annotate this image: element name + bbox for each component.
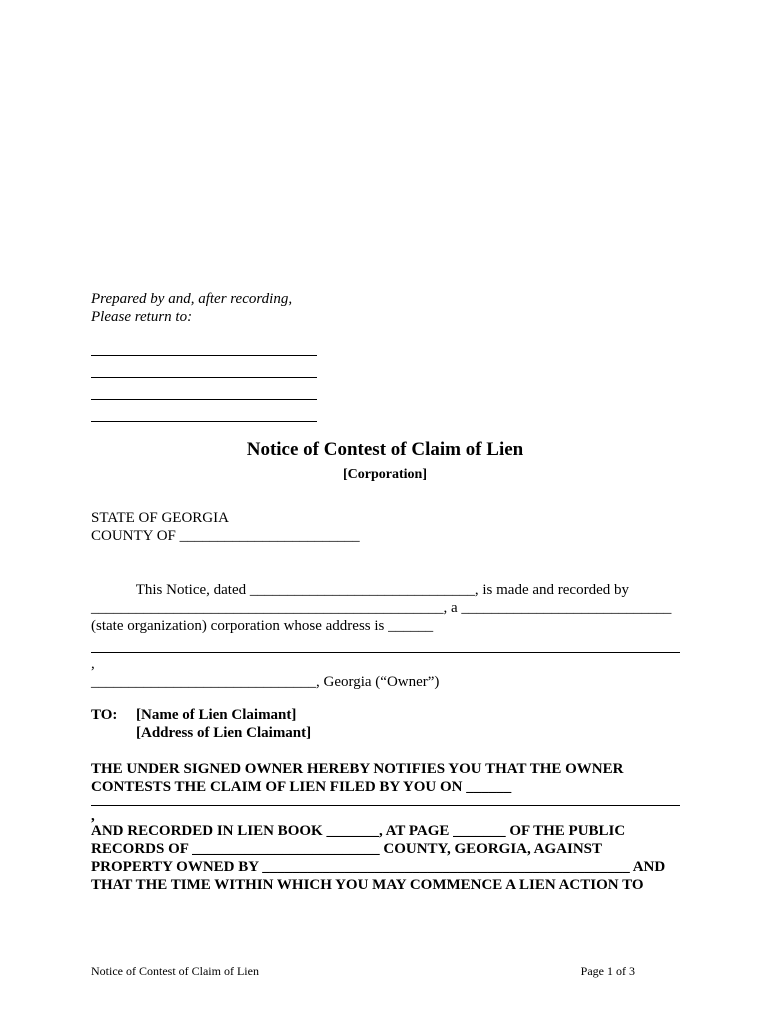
document-title: Notice of Contest of Claim of Lien (246, 439, 524, 460)
address-rule (91, 635, 680, 653)
document-subtitle: [Corporation] (343, 467, 427, 482)
to-label: TO: (91, 707, 118, 723)
caps-line-1: THE UNDER SIGNED OWNER HEREBY NOTIFIES YOU THAT THE OWNER (91, 761, 624, 777)
page-number: Page 1 of 3 (580, 964, 635, 978)
date-rule (91, 796, 680, 806)
return-address-line-2 (91, 356, 317, 378)
to-row-1 (91, 706, 681, 724)
to-block (91, 706, 681, 742)
caps-line-5: RECORDS OF _________________________ COUNTY, GEORGIA, AGAINST (91, 841, 603, 857)
return-address-lines (91, 334, 681, 422)
caps-line-3: , (91, 808, 95, 824)
caps-line-7: THAT THE TIME WITHIN WHICH YOU MAY COMMENCE A LIEN ACTION TO (91, 877, 644, 893)
notice-line-3: (state organization) corporation whose address is ______ (91, 618, 434, 634)
venue-block (91, 509, 681, 545)
notice-line-2: _______________________________________________, a ____________________________ (91, 600, 672, 616)
lien-claimant-address: [Address of Lien Claimant] (136, 725, 312, 741)
county-line: COUNTY OF ________________________ (91, 528, 360, 544)
notice-paragraph (91, 581, 681, 691)
caps-line-4: AND RECORDED IN LIEN BOOK _______, AT PAGE _______ OF THE PUBLIC (91, 823, 626, 839)
caps-line-6: PROPERTY OWNED BY _________________________________________________ AND (91, 859, 666, 875)
notice-line-4: , (91, 656, 95, 672)
to-row-2 (91, 724, 681, 742)
prepared-line-2: Please return to: (91, 309, 193, 325)
notice-line-5: ______________________________, Georgia (“Owner”) (91, 674, 440, 690)
return-address-line-3 (91, 378, 317, 400)
notice-body-caps (91, 760, 681, 894)
return-address-line-4 (91, 400, 317, 422)
prepared-by-block (91, 290, 681, 326)
prepared-line-1: Prepared by and, after recording, (91, 291, 293, 307)
caps-line-2: CONTESTS THE CLAIM OF LIEN FILED BY YOU ON ______ (91, 779, 512, 795)
lien-claimant-name: [Name of Lien Claimant] (136, 707, 297, 723)
notice-line-1: This Notice, dated ______________________________, is made and recorded by (91, 582, 629, 598)
state-line: STATE OF GEORGIA (91, 510, 229, 526)
return-address-line-1 (91, 334, 317, 356)
footer-title: Notice of Contest of Claim of Lien (91, 964, 259, 978)
